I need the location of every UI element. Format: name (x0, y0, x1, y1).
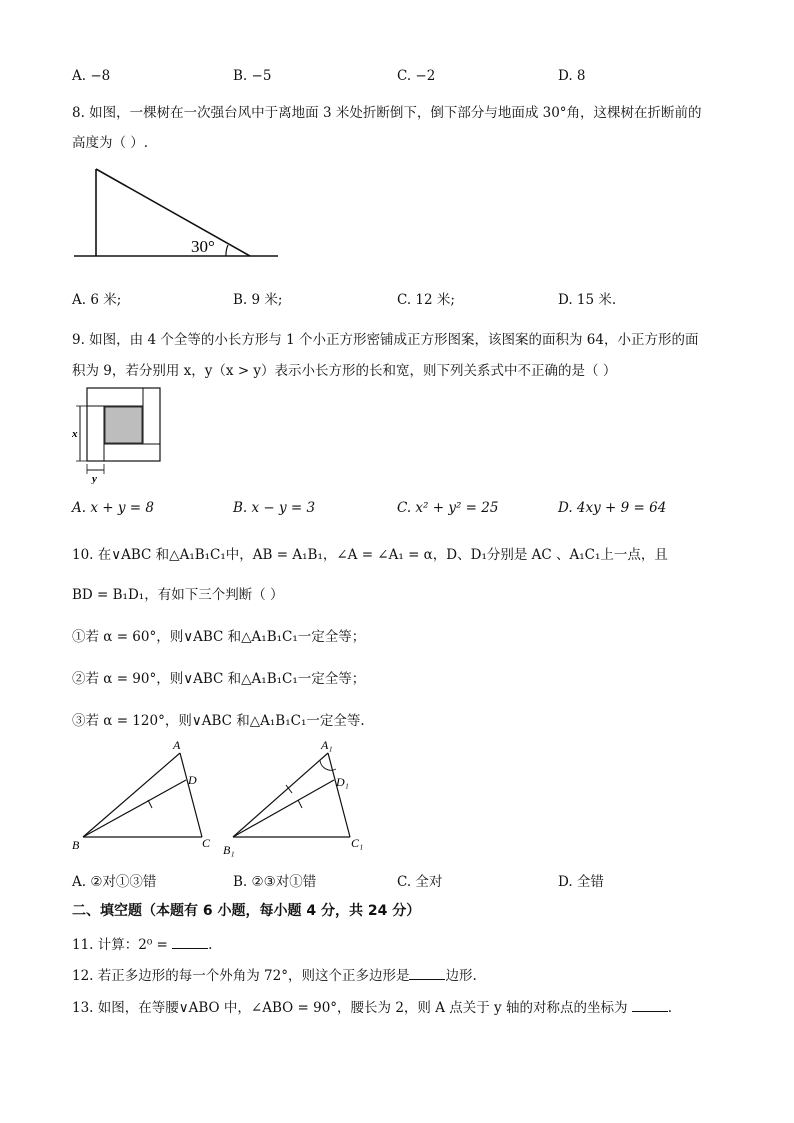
q12-text: 12. 若正多边形的每一个外角为 72°，则这个正多边形是 (72, 968, 410, 984)
q12-answer-blank[interactable] (409, 967, 445, 980)
q8-stem-line2: 高度为（ ）. (72, 135, 149, 151)
rect-right (143, 388, 160, 444)
q11-line (72, 933, 212, 953)
q9-option-d: D. 4xy + 9 = 64 (558, 500, 667, 516)
label-c: C (202, 836, 211, 850)
x-label: x (72, 428, 78, 440)
q12-line (72, 964, 477, 984)
q8-stem-line1: 8. 如图，一棵树在一次强台风中于离地面 3 米处折断倒下，倒下部分与地面成 30°角，这棵树在折断前的 (72, 105, 702, 121)
label-d: D (188, 773, 197, 787)
q10-judgement-1: ①若 α = 60°，则∨ABC 和△A₁B₁C₁一定全等； (72, 629, 366, 645)
q7-option-c: C. −2 (397, 68, 436, 84)
segment-bd (83, 780, 186, 837)
q8-option-b: B. 9 米; (233, 292, 283, 308)
q10-judgement-2: ②若 α = 90°，则∨ABC 和△A₁B₁C₁一定全等； (72, 671, 366, 687)
fallen-part-line (96, 169, 250, 256)
segment-b1d1 (233, 780, 334, 837)
q8-option-a: A. 6 米; (72, 292, 122, 308)
q10-stem-line1: 10. 在∨ABC 和△A₁B₁C₁中，AB = A₁B₁，∠A = ∠A₁ = α，D、D₁分别是 AC 、A₁C₁上一点，且 (72, 547, 668, 563)
triangle-abc (72, 738, 211, 852)
section-2-heading: 二、填空题（本题有 6 小题，每小题 4 分，共 24 分） (72, 903, 421, 919)
q9-option-a: A. x + y = 8 (72, 500, 154, 516)
triangle-a1b1c1 (223, 738, 363, 857)
rect-top (87, 388, 143, 406)
q10-option-b: B. ②③对①错 (233, 874, 317, 890)
label-d1: D₁ (336, 775, 349, 789)
q10-judgement-3: ③若 α = 120°，则∨ABC 和△A₁B₁C₁一定全等. (72, 713, 365, 729)
q7-option-a: A. −8 (72, 68, 111, 84)
q8-option-d: D. 15 米. (558, 292, 617, 308)
q9-option-b: B. x − y = 3 (233, 500, 316, 516)
angle-arc (226, 245, 228, 256)
q10-option-a: A. ②对①③错 (72, 874, 157, 890)
q7-option-b: B. −5 (233, 68, 272, 84)
q10-option-d: D. 全错 (558, 874, 604, 890)
q13-text: 13. 如图，在等腰∨ABO 中，∠ABO = 90°，腰长为 2，则 A 点关于 y 轴的对称点的坐标为 (72, 1000, 632, 1016)
q13-suffix: . (667, 1000, 673, 1016)
q9-option-c: C. x² + y² = 25 (397, 500, 499, 516)
q10-stem-line2: BD = B₁D₁，有如下三个判断（ ） (72, 587, 284, 603)
q11-answer-blank[interactable] (172, 936, 208, 949)
q11-suffix: . (208, 937, 213, 953)
small-square-shaded (105, 407, 142, 443)
q12-suffix: 边形. (445, 968, 477, 984)
q8-tree-figure (70, 162, 285, 262)
label-b1: B₁ (223, 843, 235, 857)
label-a: A (173, 738, 181, 752)
q10-triangles-figure (68, 736, 368, 862)
label-b: B (72, 838, 80, 852)
q10-option-c: C. 全对 (397, 874, 443, 890)
y-label: y (92, 473, 97, 484)
label-a1: A₁ (321, 738, 333, 752)
q13-answer-blank[interactable] (632, 999, 668, 1012)
q9-square-figure (70, 384, 170, 484)
q9-stem-line1: 9. 如图，由 4 个全等的小长方形与 1 个小正方形密铺成正方形图案，该图案的面积为 64，小正方形的面 (72, 332, 699, 348)
q9-stem-line2: 积为 9，若分别用 x，y（x > y）表示小长方形的长和宽，则下列关系式中不正确的是（ ） (72, 363, 617, 379)
q7-option-d: D. 8 (558, 68, 586, 84)
q11-text: 11. 计算：2⁰ = (72, 937, 173, 953)
q13-line (72, 996, 672, 1016)
rect-bottom (104, 444, 160, 461)
angle-label: 30° (191, 237, 215, 256)
q8-option-c: C. 12 米; (397, 292, 455, 308)
label-c1: C₁ (351, 836, 364, 850)
rect-left (87, 406, 104, 461)
